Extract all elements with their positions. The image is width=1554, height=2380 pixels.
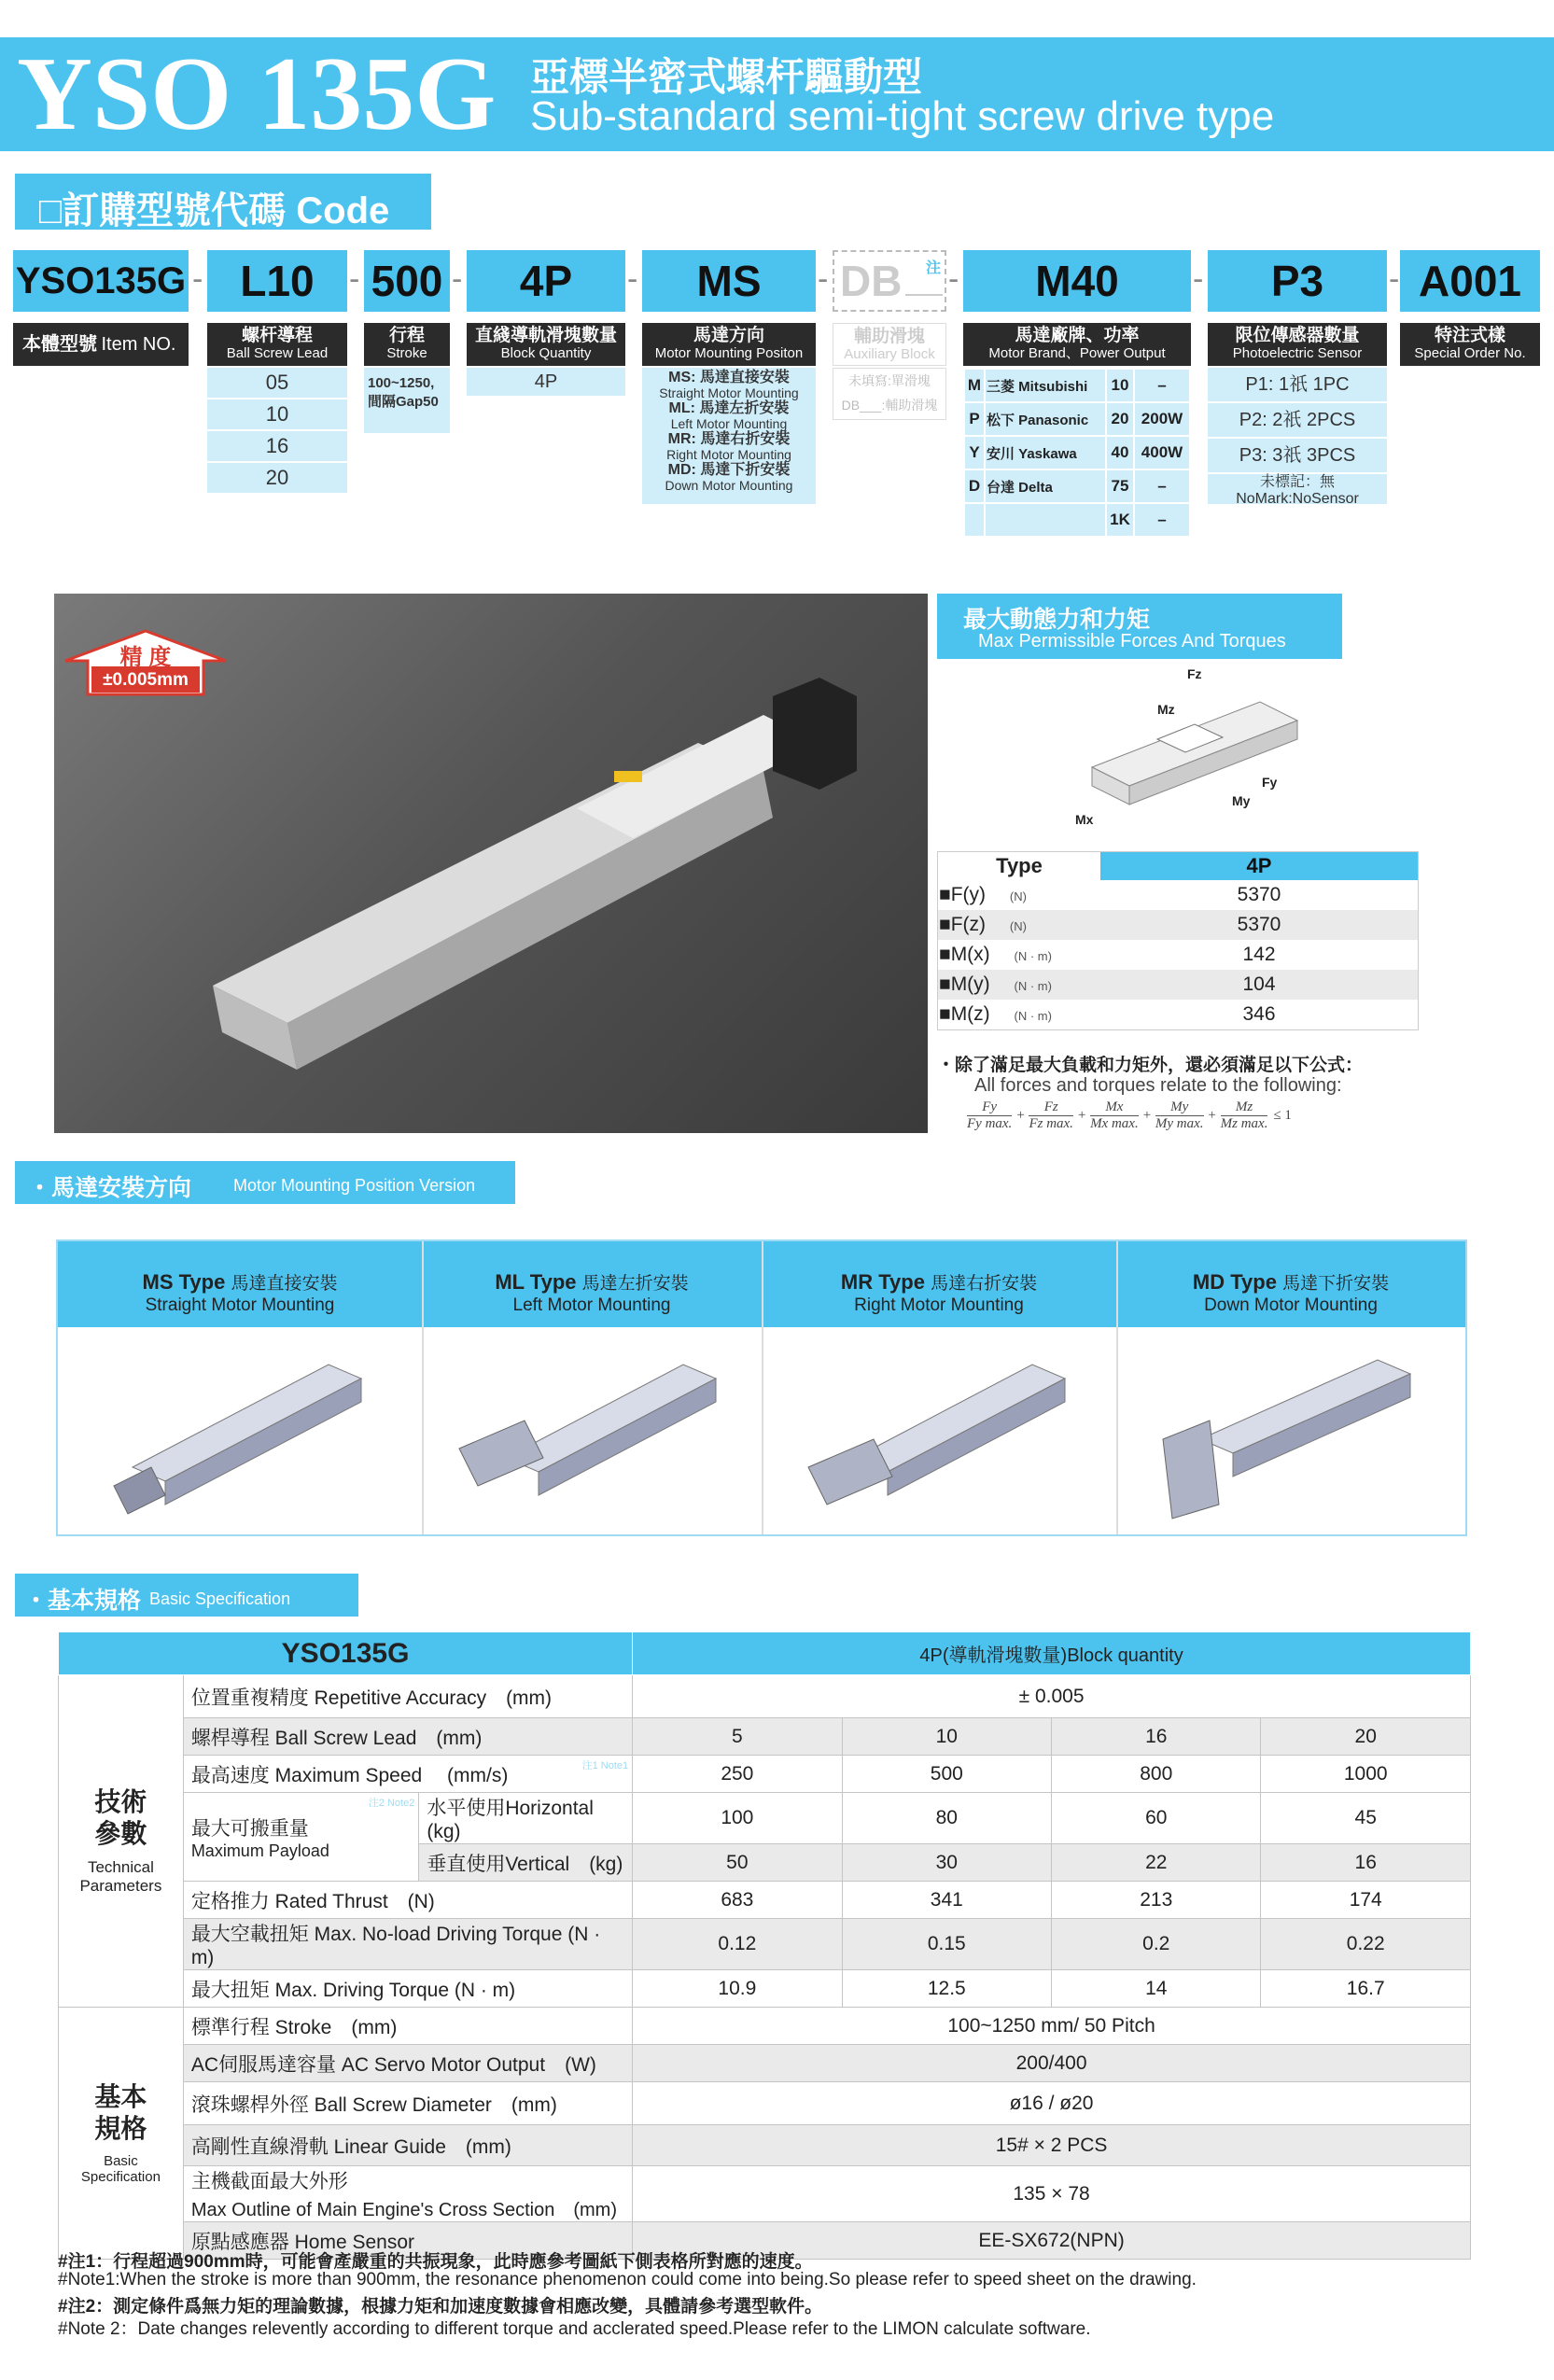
outline-label-zh: 主機截面最大外形 — [190, 2171, 348, 2192]
square-icon: ■ — [939, 884, 951, 905]
formula-den: Fy max. — [967, 1116, 1013, 1131]
mount-type: ML Type — [495, 1270, 577, 1294]
lead-value: 10 — [207, 399, 347, 429]
forces-row-name — [938, 910, 1101, 940]
forces-value: 346 — [1242, 1003, 1276, 1025]
forces-unit: (N) — [1009, 889, 1027, 903]
mount-card-mr — [762, 1241, 1118, 1534]
stroke-head-en: Stroke — [386, 344, 427, 361]
plus-sign: + — [1207, 1108, 1217, 1123]
code-dash: - — [1193, 261, 1204, 297]
forces-name: M(y) — [950, 973, 990, 995]
forces-name: M(x) — [950, 944, 990, 965]
spec-label: 垂直使用Vertical (kg) — [419, 1844, 633, 1882]
power-code: 75 — [1106, 469, 1134, 503]
forces-value: 104 — [1242, 973, 1276, 995]
formula-num: Fy — [967, 1099, 1012, 1116]
mount-option-mr: MR: 馬達右折安裝 — [667, 430, 791, 447]
mount-option-ml: ML: 馬達左折安裝 — [668, 399, 790, 416]
spec-value: 80 — [842, 1793, 1051, 1844]
spec-title-en: Basic Specification — [149, 1589, 291, 1608]
lead-head — [207, 323, 347, 366]
spec-value: 14 — [1052, 1970, 1261, 2008]
spec-value: 16.7 — [1261, 1970, 1471, 2008]
code-dash: - — [452, 261, 463, 297]
spec-value: 0.12 — [633, 1919, 842, 1970]
square-icon: ■ — [939, 973, 951, 995]
spec-value: 0.22 — [1261, 1919, 1471, 1970]
sensor-head-en: Photoelectric Sensor — [1232, 344, 1363, 361]
spec-value: ø16 / ø20 — [633, 2082, 1471, 2125]
stroke-head-zh: 行程 — [388, 326, 425, 345]
power-code: 40 — [1106, 436, 1134, 469]
spec-value: EE-SX672(NPN) — [633, 2222, 1471, 2260]
code-motor: M40 — [963, 250, 1191, 312]
spec-label — [183, 2166, 632, 2222]
code-stroke: 500 — [364, 250, 450, 312]
stroke-head — [364, 323, 450, 366]
spec-value: 16 — [1052, 1718, 1261, 1756]
block-value: 4P — [467, 368, 625, 396]
lead-value: 05 — [207, 368, 347, 398]
forces-unit: (N · m) — [1014, 1009, 1052, 1023]
mount-card-en: Down Motor Mounting — [1204, 1295, 1378, 1315]
ml-module-image — [450, 1346, 739, 1523]
basic-group-zh: 基本 規格 — [94, 2081, 147, 2143]
mount-card-ms — [58, 1241, 424, 1534]
motor-options — [963, 368, 1191, 538]
tech-group-en: Technical Parameters — [79, 1858, 162, 1896]
code-dash: - — [1389, 261, 1400, 297]
mount-type-zh: 馬達左折安裝 — [581, 1274, 689, 1294]
sensor-head-zh: 限位傳感器數量 — [1235, 326, 1360, 345]
title-en: Sub-standard semi-tight screw drive type — [530, 93, 1275, 139]
spec-label: 定格推力 Rated Thrust (N) — [183, 1882, 632, 1919]
special-head-en: Special Order No. — [1414, 344, 1526, 361]
code-dash: - — [818, 261, 829, 297]
code-dash: - — [192, 261, 203, 297]
motor-table — [963, 368, 1191, 538]
spec-title — [15, 1574, 358, 1617]
formula-result: ≤ 1 — [1273, 1108, 1292, 1123]
item-no-head — [13, 323, 189, 366]
mount-options — [642, 368, 816, 504]
special-head — [1400, 323, 1540, 366]
spec-value: 800 — [1052, 1756, 1261, 1793]
speed-label: 最高速度 Maximum Speed (mm/s) — [190, 1764, 509, 1786]
forces-value: 5370 — [1237, 914, 1281, 935]
spec-value: 100 — [633, 1793, 842, 1844]
lead-value: 16 — [207, 431, 347, 461]
sensor-options — [1208, 368, 1387, 507]
mount-type: MD Type — [1192, 1270, 1277, 1294]
forces-row-name — [938, 1000, 1101, 1030]
label-mz: Mz — [1157, 702, 1175, 717]
spec-value: 60 — [1052, 1793, 1261, 1844]
code-dash: - — [349, 261, 360, 297]
forces-unit: (N) — [1009, 919, 1027, 933]
note-2-zh: #注2：測定條件爲無力矩的理論數據，根據力矩和加速度數據會相應改變，具體請參考選型軟件。 — [58, 2297, 823, 2317]
forces-note-zh: ・除了滿足最大負載和力矩外，還必須滿足以下公式： — [937, 1056, 1364, 1075]
mount-type: MS Type — [142, 1270, 226, 1294]
stroke-range: 100~1250, — [368, 375, 435, 391]
outline-label-en: Max Outline of Main Engine's Cross Section (mm) — [190, 2200, 618, 2220]
spec-block: 4P(導軌滑塊數量)Block quantity — [633, 1632, 1471, 1675]
spec-value: ± 0.005 — [633, 1675, 1471, 1718]
power-value: – — [1134, 469, 1190, 503]
formula-num: My — [1155, 1099, 1204, 1116]
sensor-option-none: 未標記：無 — [1259, 474, 1335, 490]
forces-name: F(z) — [950, 914, 987, 935]
spec-label: 高剛性直線滑軌 Linear Guide (mm) — [183, 2125, 632, 2166]
note-2-en: #Note 2：Date changes relevently according to different torque and acclerated speed.Please refer to the LIMON calculate software. — [58, 2319, 1091, 2339]
power-value: – — [1134, 369, 1190, 402]
note-mark: 注 — [925, 260, 941, 276]
spec-value: 213 — [1052, 1882, 1261, 1919]
spec-value: 20 — [1261, 1718, 1471, 1756]
mount-head-zh: 馬達方向 — [693, 326, 764, 345]
spec-value: 100~1250 mm/ 50 Pitch — [633, 2008, 1471, 2045]
spec-value: 22 — [1052, 1844, 1261, 1882]
mr-module-image — [799, 1346, 1088, 1523]
mount-type-zh: 馬達下折安裝 — [1282, 1274, 1390, 1294]
code-block: 4P — [467, 250, 625, 312]
forces-head-type: Type — [938, 852, 1101, 881]
spec-label — [183, 1756, 632, 1793]
aux-head-en: Auxiliary Block — [844, 345, 935, 362]
accuracy-badge — [63, 629, 228, 696]
brand-name: 松下 Panasonic — [985, 402, 1106, 436]
spec-grid — [58, 1631, 1471, 2260]
brand-code: D — [964, 469, 985, 503]
forces-unit: (N · m) — [1014, 979, 1052, 993]
note-1-en: #Note1:When the stroke is more than 900mm, the resonance phenomenon could come into being.So please refer to speed sheet on the drawing. — [58, 2270, 1197, 2289]
mount-option-ml-en: Left Motor Mounting — [670, 415, 788, 431]
forces-title-en: Max Permissible Forces And Torques — [978, 631, 1286, 651]
label-my: My — [1232, 793, 1251, 808]
mount-card-en: Right Motor Mounting — [854, 1295, 1024, 1315]
spec-value: 30 — [842, 1844, 1051, 1882]
code-mount: MS — [642, 250, 816, 312]
mount-head-en: Motor Mounting Positon — [654, 344, 804, 361]
formula-term — [1155, 1099, 1204, 1132]
forces-value: 5370 — [1237, 884, 1281, 905]
sensor-option-none-en: NoMark:NoSensor — [1236, 491, 1359, 507]
item-no-zh: 本體型號 — [22, 334, 97, 355]
lead-head-zh: 螺杆導程 — [241, 326, 313, 345]
square-icon: ■ — [939, 1003, 951, 1025]
stroke-gap: 間隔Gap50 — [368, 394, 439, 410]
note2-mark: 注2 Note2 — [368, 1798, 415, 1809]
motor-head-en: Motor Brand、Power Output — [988, 344, 1166, 361]
forces-name: M(z) — [950, 1003, 990, 1025]
spec-model: YSO135G — [59, 1632, 633, 1675]
sensor-head — [1208, 323, 1387, 366]
stroke-values — [364, 368, 450, 433]
spec-label: 標準行程 Stroke (mm) — [183, 2008, 632, 2045]
spec-value: 683 — [633, 1882, 842, 1919]
forces-name: F(y) — [950, 884, 987, 905]
formula-den: Mz max. — [1220, 1116, 1268, 1131]
power-code: 20 — [1106, 402, 1134, 436]
block-head-en: Block Quantity — [500, 344, 592, 361]
mount-option-ms: MS: 馬達直接安裝 — [668, 370, 790, 385]
spec-value: 1000 — [1261, 1756, 1471, 1793]
brand-code — [964, 503, 985, 537]
code-special: A001 — [1400, 250, 1540, 312]
aux-option-db: DB___:輔助滑塊 — [841, 398, 938, 413]
sensor-option-p3: P3: 3祇 3PCS — [1208, 439, 1387, 474]
special-head-zh: 特注式樣 — [1434, 326, 1505, 345]
formula-den: My max. — [1155, 1116, 1204, 1131]
spec-label: 滾珠螺桿外徑 Ball Screw Diameter (mm) — [183, 2082, 632, 2125]
spec-value: 5 — [633, 1718, 842, 1756]
spec-value: 16 — [1261, 1844, 1471, 1882]
item-no-en: Item NO. — [101, 334, 176, 355]
tech-group — [59, 1675, 184, 2008]
spec-value: 15# × 2 PCS — [633, 2125, 1471, 2166]
note1-mark: 注1 Note1 — [581, 1760, 629, 1771]
mount-head — [642, 323, 816, 366]
product-photo — [54, 594, 928, 1133]
mount-card-en: Straight Motor Mounting — [145, 1295, 335, 1315]
spec-value: 500 — [842, 1756, 1051, 1793]
mount-card-ml — [422, 1241, 763, 1534]
formula-term — [967, 1099, 1012, 1132]
forces-row-name — [938, 940, 1101, 970]
mount-type: MR Type — [840, 1270, 925, 1294]
brand-name — [985, 503, 1106, 537]
label-fz: Fz — [1187, 666, 1202, 681]
forces-title-zh: 最大動態力和力矩 — [963, 607, 1151, 633]
payload-label — [183, 1793, 419, 1882]
formula-term — [1090, 1099, 1139, 1132]
spec-value: 174 — [1261, 1882, 1471, 1919]
title-zh: 亞標半密式螺杆驅動型 — [530, 55, 923, 99]
power-value: 400W — [1134, 436, 1190, 469]
spec-value: 250 — [633, 1756, 842, 1793]
formula-term — [1221, 1099, 1268, 1132]
mount-card-head — [58, 1269, 422, 1295]
mount-card-md — [1116, 1241, 1465, 1534]
spec-label: 最大扭矩 Max. Driving Torque (N · m) — [183, 1970, 632, 2008]
formula-den: Mx max. — [1090, 1116, 1139, 1131]
sensor-option-p1: P1: 1祇 1PC — [1208, 368, 1387, 403]
lead-head-en: Ball Screw Lead — [226, 344, 329, 361]
formula-num: Mz — [1221, 1099, 1268, 1116]
lead-value: 20 — [207, 463, 347, 493]
aux-head — [833, 323, 946, 366]
forces-diagram — [1064, 665, 1307, 833]
square-icon: ■ — [939, 914, 951, 935]
plus-sign: + — [1076, 1108, 1087, 1123]
brand-name: 台達 Delta — [985, 469, 1106, 503]
spec-label: 原點感應器 Home Sensor — [183, 2222, 632, 2260]
code-aux-text: DB — [840, 257, 903, 305]
mounting-title-en: Motor Mounting Position Version — [233, 1176, 476, 1195]
mount-card-head — [762, 1269, 1116, 1295]
spec-value: 0.2 — [1052, 1919, 1261, 1970]
spec-value: 200/400 — [633, 2045, 1471, 2082]
forces-value: 142 — [1242, 944, 1276, 965]
spec-label: 位置重複精度 Repetitive Accuracy (mm) — [183, 1675, 632, 1718]
mount-option-md-en: Down Motor Mounting — [665, 477, 793, 493]
forces-formula — [967, 1099, 1292, 1132]
code-sensor: P3 — [1208, 250, 1387, 312]
badge-value: ±0.005mm — [103, 670, 189, 690]
code-model: YSO135G — [13, 250, 189, 312]
block-head — [467, 323, 625, 366]
plus-sign: + — [1141, 1108, 1152, 1123]
label-fy: Fy — [1262, 775, 1278, 790]
spec-value: 0.15 — [842, 1919, 1051, 1970]
mount-type-zh: 馬達右折安裝 — [931, 1274, 1038, 1294]
formula-num: Mx — [1090, 1099, 1139, 1116]
block-head-zh: 直綫導軌滑塊數量 — [474, 326, 617, 345]
spec-value: 135 × 78 — [633, 2166, 1471, 2222]
aux-head-zh: 輔助滑塊 — [853, 327, 925, 346]
aux-options — [833, 368, 946, 420]
spec-value: 10 — [842, 1718, 1051, 1756]
spec-label: AC伺服馬達容量 AC Servo Motor Output (W) — [183, 2045, 632, 2082]
mount-option-md: MD: 馬達下折安裝 — [667, 461, 791, 478]
forces-unit: (N · m) — [1014, 949, 1052, 963]
square-icon: ■ — [939, 944, 951, 965]
plus-sign: + — [1015, 1108, 1026, 1123]
basic-group-en: Basic Specification — [80, 2153, 161, 2186]
power-value: – — [1134, 503, 1190, 537]
spec-label: 水平使用Horizontal (kg) — [419, 1793, 633, 1844]
power-code: 10 — [1106, 369, 1134, 402]
mount-card-head — [422, 1269, 762, 1295]
payload-label-en: Maximum Payload — [190, 1841, 329, 1860]
model-title: YSO 135G — [17, 36, 497, 152]
brand-code: Y — [964, 436, 985, 469]
mount-card-head — [1116, 1269, 1465, 1295]
basic-group — [59, 2008, 184, 2260]
forces-head-4p: 4P — [1100, 852, 1419, 881]
mount-option-ms-en: Straight Motor Mounting — [659, 385, 799, 400]
badge-label: 精 度 — [119, 645, 172, 670]
spec-label: 最大空載扭矩 Max. No-load Driving Torque (N · m) — [183, 1919, 632, 1970]
brand-name: 安川 Yaskawa — [985, 436, 1106, 469]
formula-term — [1029, 1099, 1073, 1132]
forces-row-name — [938, 970, 1101, 1000]
brand-code: M — [964, 369, 985, 402]
label-mx: Mx — [1075, 812, 1094, 827]
forces-note-en: All forces and torques relate to the following: — [974, 1075, 1342, 1096]
forces-table — [937, 851, 1419, 1030]
sensor-option-p2: P2: 2祇 2PCS — [1208, 403, 1387, 439]
spec-value: 10.9 — [633, 1970, 842, 2008]
spec-table — [58, 1631, 1471, 2260]
mount-card-en: Left Motor Mounting — [512, 1295, 671, 1315]
forces-table-grid — [937, 851, 1419, 1030]
forces-row-name — [938, 880, 1101, 910]
power-value: 200W — [1134, 402, 1190, 436]
spec-title-zh: ・基本規格 — [24, 1588, 142, 1614]
mounting-title-zh: ・馬達安裝方向 — [28, 1175, 192, 1201]
aux-option-single: 未填寫:單滑塊 — [848, 373, 931, 388]
code-aux — [833, 250, 946, 312]
mounting-title — [15, 1161, 515, 1204]
code-dash: - — [948, 261, 959, 297]
forces-title — [937, 594, 1342, 659]
payload-label-zh: 最大可搬重量 — [190, 1817, 309, 1840]
code-lead: L10 — [207, 250, 347, 312]
spec-value: 12.5 — [842, 1970, 1051, 2008]
motor-head-zh: 馬達廠牌、功率 — [1015, 326, 1140, 345]
formula-den: Fz max. — [1029, 1116, 1073, 1131]
mounting-panel — [56, 1239, 1467, 1536]
spec-value: 45 — [1261, 1793, 1471, 1844]
spec-label: 螺桿導程 Ball Screw Lead (mm) — [183, 1718, 632, 1756]
order-code-title — [15, 174, 431, 230]
mount-option-mr-en: Right Motor Mounting — [666, 446, 791, 462]
mount-type-zh: 馬達直接安裝 — [231, 1274, 338, 1294]
ms-module-image — [95, 1346, 385, 1523]
note-1-zh: #注1：行程超過900mm時，可能會產嚴重的共振現象，此時應參考圖紙下側表格所對應的速度。 — [58, 2252, 813, 2272]
order-code-title-text: □訂購型號代碼 Code — [39, 190, 390, 231]
motor-head — [963, 323, 1191, 366]
power-code: 1K — [1106, 503, 1134, 537]
md-module-image — [1144, 1346, 1434, 1523]
brand-name: 三菱 Mitsubishi — [985, 369, 1106, 402]
formula-num: Fz — [1029, 1099, 1073, 1116]
tech-group-zh: 技術 參數 — [94, 1786, 147, 1848]
spec-value: 50 — [633, 1844, 842, 1882]
header-banner — [0, 37, 1554, 151]
brand-code: P — [964, 402, 985, 436]
code-dash: - — [627, 261, 638, 297]
spec-value: 341 — [842, 1882, 1051, 1919]
